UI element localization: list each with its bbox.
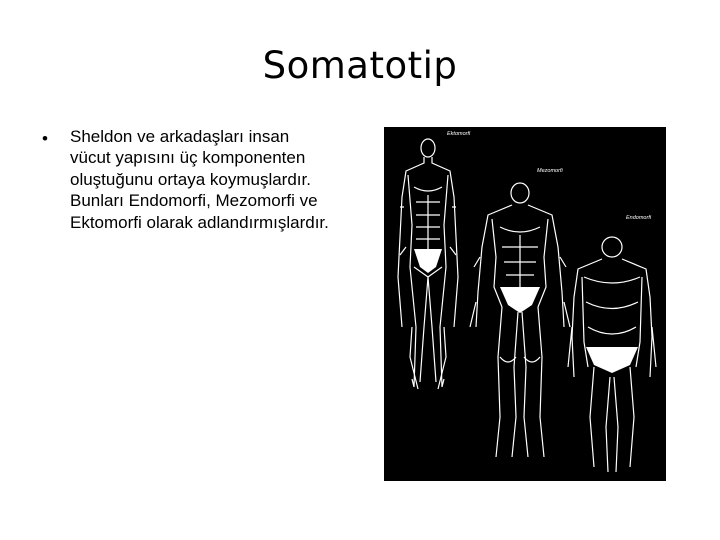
label-endomorfi: Endomorfi — [626, 215, 652, 221]
body-figures-illustration — [384, 127, 666, 481]
body-line: Bunları Endomorfi, Mezomorfi ve — [70, 191, 318, 211]
somatotype-figure — [384, 127, 666, 481]
mesomorph-shorts — [500, 287, 540, 313]
slide-title: Somatotip — [262, 44, 458, 87]
body-line: oluştuğunu ortaya koymuşlardır. — [70, 169, 311, 189]
body-line: Sheldon ve arkadaşları insan — [70, 127, 290, 146]
label-mezomorfi: Mezomorfi — [537, 168, 563, 174]
bullet-dot: • — [42, 129, 48, 148]
bullet-text — [70, 126, 348, 233]
mesomorph-figure — [470, 183, 570, 457]
label-ektomorfi: Ektomorfi — [447, 131, 471, 137]
body-line: vücut yapısını üç komponenten — [70, 148, 306, 168]
body-line: Ektomorfi olarak adlandırmışlardır. — [70, 212, 329, 232]
